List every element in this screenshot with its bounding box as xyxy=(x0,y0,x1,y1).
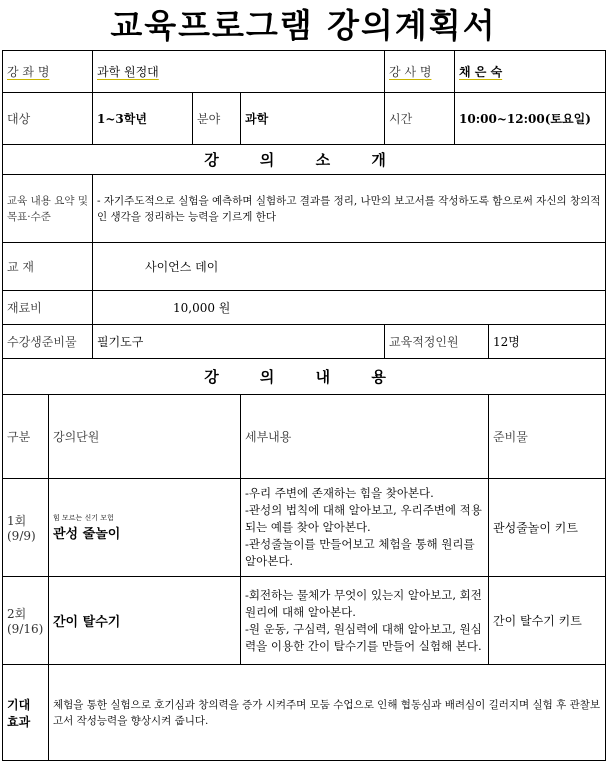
textbook-value: 사이언스 데이 xyxy=(93,243,606,291)
textbook-row xyxy=(3,243,606,291)
content-section-row xyxy=(3,359,606,395)
page-title: 교육프로그램 강의계획서 xyxy=(110,6,497,45)
session-cell xyxy=(3,479,49,577)
lecture-plan-table xyxy=(2,50,606,761)
intro-section-row xyxy=(3,145,606,175)
unit-subtitle: 힘 모르는 신기 모험 xyxy=(53,514,114,522)
materials-cell: 관성줄놀이 키트 xyxy=(489,479,606,577)
course-label: 강 좌 명 xyxy=(3,51,93,93)
materials-cell: 간이 탈수기 키트 xyxy=(489,577,606,665)
course-row xyxy=(3,51,606,93)
effect-text: 체험을 통한 실험으로 호기심과 창의력을 증가 시켜주며 모둠 수업으로 인해 협동심과 배려심이 길러지며 실험 후 관찰보고서 작성능력을 향상시켜 줍니다. xyxy=(49,665,606,761)
summary-text: - 자기주도적으로 실험을 예측하며 실험하고 결과를 정리, 나만의 보고서를 작성하도록 함으로써 자신의 창의적인 생각을 정리하는 능력을 기르게 한다 xyxy=(93,175,606,243)
instructor-value: 채 은 숙 xyxy=(455,51,606,93)
effect-label: 기대 효과 xyxy=(3,665,49,761)
supplies-row xyxy=(3,325,606,359)
capacity-value: 12명 xyxy=(489,325,606,359)
session-cell xyxy=(3,577,49,665)
fee-row xyxy=(3,291,606,325)
target-label: 대상 xyxy=(3,93,93,145)
header-materials: 준비물 xyxy=(489,395,606,479)
details-cell: -회전하는 물체가 무엇이 있는지 알아보고, 회전원리에 대해 알아본다. -원 운동, 구심력, 원심력에 대해 알아보고, 원심력을 이용한 간이 탈수기를 만들어 실험해 본다. xyxy=(241,577,489,665)
table-row xyxy=(3,577,606,665)
field-value: 과학 xyxy=(241,93,385,145)
target-row xyxy=(3,93,606,145)
time-value: 10:00~12:00(토요일) xyxy=(455,93,606,145)
fee-value: 10,000 원 xyxy=(93,291,606,325)
unit-title: 관성 줄놀이 xyxy=(53,527,121,542)
course-value: 과학 원정대 xyxy=(93,51,385,93)
header-details: 세부내용 xyxy=(241,395,489,479)
session-number: 1회 xyxy=(7,514,27,528)
capacity-label: 교육적정인원 xyxy=(385,325,489,359)
effect-row xyxy=(3,665,606,761)
header-session: 구분 xyxy=(3,395,49,479)
fee-label: 재료비 xyxy=(3,291,93,325)
intro-section-title: 강 의 소 개 xyxy=(3,145,606,175)
table-row xyxy=(3,479,606,577)
session-number: 2회 xyxy=(7,607,27,621)
summary-label: 교육 내용 요약 및 목표·수준 xyxy=(3,175,93,243)
time-label: 시간 xyxy=(385,93,455,145)
instructor-label: 강 사 명 xyxy=(385,51,455,93)
target-value: 1~3학년 xyxy=(93,93,193,145)
session-date: (9/9) xyxy=(7,529,36,543)
unit-cell xyxy=(49,577,241,665)
summary-row xyxy=(3,175,606,243)
supplies-value: 필기도구 xyxy=(93,325,385,359)
content-header-row xyxy=(3,395,606,479)
supplies-label: 수강생준비물 xyxy=(3,325,93,359)
field-label: 분야 xyxy=(193,93,241,145)
content-section-title: 강 의 내 용 xyxy=(3,359,606,395)
unit-cell xyxy=(49,479,241,577)
session-date: (9/16) xyxy=(7,622,44,636)
header-unit: 강의단원 xyxy=(49,395,241,479)
textbook-label: 교 재 xyxy=(3,243,93,291)
unit-title: 간이 탈수기 xyxy=(53,615,121,630)
details-cell: -우리 주변에 존재하는 힘을 찾아본다. -관성의 법칙에 대해 알아보고, 우리주변에 적용되는 예를 찾아 알아본다. -관성줄놀이를 만들어보고 체험을 통해 원리를 알아본다. xyxy=(241,479,489,577)
